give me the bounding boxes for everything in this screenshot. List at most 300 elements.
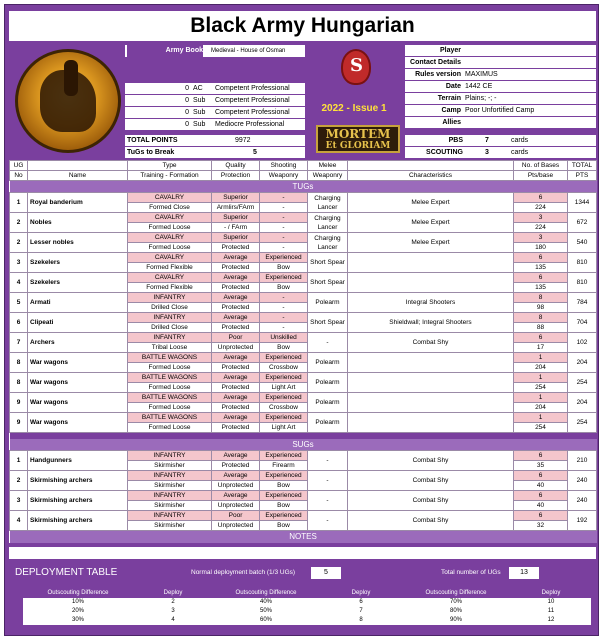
header-protection: Protection	[212, 171, 260, 181]
notes-box[interactable]	[9, 547, 596, 559]
unit-type: INFANTRY	[128, 333, 212, 343]
unit-protection: Protected	[212, 363, 260, 373]
deployment-row	[23, 607, 213, 616]
unit-weaponry: -	[260, 223, 308, 233]
unit-number: 3	[10, 491, 28, 511]
logo-line2: Et GLORIAM	[325, 141, 391, 151]
unit-training: Formed Loose	[128, 403, 212, 413]
unit-weaponry: Light Art	[260, 423, 308, 433]
unit-quality: Superior	[212, 193, 260, 203]
unit-total: 192	[568, 511, 597, 531]
unit-weaponry: Bow	[260, 521, 308, 531]
unit-name: Skirmishing archers	[28, 491, 128, 511]
unit-row[interactable]	[10, 213, 597, 223]
unit-number: 2	[10, 213, 28, 233]
unit-melee: Charging Lancer	[308, 213, 348, 233]
header-pts: PTS	[568, 171, 597, 181]
unit-melee: Polearm	[308, 293, 348, 313]
unit-melee: Short Spear	[308, 273, 348, 293]
unit-shooting: -	[260, 193, 308, 203]
deployment-row	[211, 616, 401, 625]
unit-type: CAVALRY	[128, 233, 212, 243]
unit-melee: -	[308, 511, 348, 531]
unit-total: 704	[568, 313, 597, 333]
table-header-row	[10, 171, 597, 181]
info-label: Allies	[442, 119, 461, 126]
info-row	[405, 69, 596, 80]
commander-quality: Mediocre Professional	[215, 121, 285, 128]
helmet-silhouette-icon	[40, 70, 96, 132]
unit-protection: Unprotected	[212, 501, 260, 511]
logo-line1: MORTEM	[325, 127, 391, 141]
header-training: Training - Formation	[128, 171, 212, 181]
unit-weaponry: -	[260, 243, 308, 253]
unit-weaponry: Bow	[260, 263, 308, 273]
deploy-value: 6	[321, 598, 401, 607]
unit-characteristics: Melee Expert	[348, 213, 514, 233]
unit-characteristics	[348, 413, 514, 433]
unit-bases: 6	[514, 491, 568, 501]
info-value[interactable]: MAXIMUS	[465, 71, 498, 78]
unit-type: CAVALRY	[128, 193, 212, 203]
unit-row[interactable]	[10, 413, 597, 423]
deployment-subtable	[23, 589, 213, 625]
unit-training: Drilled Close	[128, 303, 212, 313]
tugs-band-row	[10, 181, 597, 193]
deployment-batch-label: Normal deployment batch (1/3 UGs)	[191, 569, 296, 576]
header-total: TOTAL	[568, 161, 597, 171]
unit-weaponry: -	[260, 303, 308, 313]
unit-protection: Protected	[212, 263, 260, 273]
pbs-cards: cards	[511, 137, 529, 144]
pbs-value: 7	[485, 137, 489, 144]
unit-number: 2	[10, 233, 28, 253]
info-value[interactable]: Poor Unfortified Camp	[465, 107, 535, 114]
commander-count: 0	[185, 97, 189, 104]
deploy-value: 2	[133, 598, 213, 607]
unit-type: INFANTRY	[128, 491, 212, 501]
unit-row[interactable]	[10, 373, 597, 383]
unit-name: War wagons	[28, 393, 128, 413]
unit-training: Skirmisher	[128, 461, 212, 471]
unit-characteristics: Combat Shy	[348, 491, 514, 511]
unit-training: Formed Loose	[128, 243, 212, 253]
unit-name: Clipeati	[28, 313, 128, 333]
unit-shooting: Experienced	[260, 511, 308, 521]
deploy-header: Deploy	[163, 590, 183, 596]
deploy-value: 10	[511, 598, 591, 607]
unit-total: 102	[568, 333, 597, 353]
unit-protection: Protected	[212, 243, 260, 253]
unit-bases: 3	[514, 213, 568, 223]
unit-name: Skirmishing archers	[28, 511, 128, 531]
unit-shooting: Experienced	[260, 451, 308, 461]
unit-name: Szekelers	[28, 273, 128, 293]
unit-training: Formed Loose	[128, 223, 212, 233]
unit-melee: Charging Lancer	[308, 233, 348, 253]
unit-characteristics: Combat Shy	[348, 451, 514, 471]
unit-shooting: -	[260, 233, 308, 243]
unit-characteristics: Melee Expert	[348, 193, 514, 213]
header-no: No	[10, 171, 28, 181]
unit-melee: Polearm	[308, 353, 348, 373]
unit-pts-per-base: 224	[514, 223, 568, 233]
deployment-row	[401, 616, 591, 625]
unit-bases: 6	[514, 451, 568, 461]
unit-protection: Protected	[212, 303, 260, 313]
total-ugs-value: 13	[509, 567, 539, 579]
deployment-batch-value: 5	[311, 567, 341, 579]
info-row	[405, 93, 596, 104]
deploy-value: 8	[321, 616, 401, 625]
unit-characteristics	[348, 253, 514, 273]
scouting-value: 3	[485, 149, 489, 156]
unit-melee: -	[308, 471, 348, 491]
unit-quality: Poor	[212, 333, 260, 343]
unit-number: 7	[10, 333, 28, 353]
outscouting-value: 60%	[211, 616, 321, 625]
army-title: Black Army Hungarian	[9, 11, 596, 41]
deployment-title: DEPLOYMENT TABLE	[15, 567, 118, 578]
header-ug: UG	[10, 161, 28, 171]
unit-characteristics	[348, 353, 514, 373]
unit-protection: Protected	[212, 403, 260, 413]
outscouting-value: 30%	[23, 616, 133, 625]
outscouting-value: 20%	[23, 607, 133, 616]
sugs-band-row	[10, 439, 597, 451]
info-label: Camp	[441, 107, 461, 114]
header-bases: No. of Bases	[514, 161, 568, 171]
unit-type: INFANTRY	[128, 471, 212, 481]
commander-type: AC	[193, 85, 203, 92]
unit-protection: Protected	[212, 283, 260, 293]
unit-bases: 1	[514, 413, 568, 423]
tugs-break-value: 5	[253, 149, 257, 156]
unit-training: Drilled Close	[128, 323, 212, 333]
deploy-value: 12	[511, 616, 591, 625]
outscouting-value: 80%	[401, 607, 511, 616]
total-points-label: TOTAL POINTS	[127, 137, 178, 144]
header-type: Type	[128, 161, 212, 171]
unit-characteristics: Shieldwall; Integral Shooters	[348, 313, 514, 333]
deployment-header-row	[23, 589, 213, 598]
header-name	[28, 161, 128, 171]
unit-row[interactable]	[10, 233, 597, 243]
unit-training: Formed Flexible	[128, 263, 212, 273]
commander-row	[125, 107, 305, 118]
unit-row[interactable]	[10, 273, 597, 283]
info-row	[405, 105, 596, 116]
info-row	[405, 117, 596, 128]
unit-weaponry: Bow	[260, 481, 308, 491]
unit-row[interactable]	[10, 293, 597, 303]
deploy-value: 4	[133, 616, 213, 625]
unit-quality: Average	[212, 451, 260, 461]
unit-name: Skirmishing archers	[28, 471, 128, 491]
unit-bases: 6	[514, 471, 568, 481]
info-row	[405, 81, 596, 92]
unit-training: Formed Loose	[128, 363, 212, 373]
unit-training: Formed Close	[128, 203, 212, 213]
deploy-value: 7	[321, 607, 401, 616]
unit-name: Lesser nobles	[28, 233, 128, 253]
unit-melee: Polearm	[308, 393, 348, 413]
header-shooting: Shooting	[260, 161, 308, 171]
notes-band: NOTES	[10, 531, 597, 543]
unit-number: 4	[10, 511, 28, 531]
unit-weaponry: Crossbow	[260, 403, 308, 413]
commander-type: Sub	[193, 121, 206, 128]
scouting-row	[405, 147, 596, 158]
red-s-emblem-icon: S	[341, 49, 371, 85]
unit-weaponry: Bow	[260, 283, 308, 293]
unit-bases: 6	[514, 193, 568, 203]
unit-row[interactable]	[10, 353, 597, 363]
unit-characteristics: Melee Expert	[348, 233, 514, 253]
unit-row[interactable]	[10, 193, 597, 203]
info-value[interactable]	[465, 57, 595, 68]
unit-quality: Poor	[212, 511, 260, 521]
unit-total: 540	[568, 233, 597, 253]
unit-type: INFANTRY	[128, 511, 212, 521]
unit-total: 254	[568, 373, 597, 393]
unit-pts-per-base: 88	[514, 323, 568, 333]
info-label: Player	[439, 47, 461, 54]
unit-bases: 6	[514, 511, 568, 521]
unit-training: Formed Loose	[128, 383, 212, 393]
unit-row[interactable]	[10, 511, 597, 521]
unit-total: 1344	[568, 193, 597, 213]
commander-row	[125, 83, 305, 94]
commander-quality: Competent Professional	[215, 109, 290, 116]
unit-weaponry: Crossbow	[260, 363, 308, 373]
unit-characteristics: Integral Shooters	[348, 293, 514, 313]
unit-training: Skirmisher	[128, 501, 212, 511]
army-list-sheet	[4, 4, 599, 636]
deploy-header: Deploy	[541, 590, 561, 596]
unit-bases: 1	[514, 353, 568, 363]
outscouting-header: Outscouting Difference	[235, 590, 297, 596]
unit-protection: - / FArm	[212, 223, 260, 233]
unit-shooting: Unskilled	[260, 333, 308, 343]
unit-row[interactable]	[10, 451, 597, 461]
tugs-break-row	[125, 147, 305, 158]
unit-quality: Average	[212, 273, 260, 283]
unit-name: War wagons	[28, 373, 128, 393]
unit-quality: Average	[212, 413, 260, 423]
info-value[interactable]	[465, 117, 595, 128]
unit-pts-per-base: 204	[514, 403, 568, 413]
unit-shooting: Experienced	[260, 413, 308, 423]
unit-shooting: -	[260, 293, 308, 303]
unit-protection: Unprotected	[212, 481, 260, 491]
unit-number: 2	[10, 471, 28, 491]
unit-training: Formed Loose	[128, 423, 212, 433]
outscouting-value: 90%	[401, 616, 511, 625]
unit-pts-per-base: 17	[514, 343, 568, 353]
unit-characteristics: Combat Shy	[348, 333, 514, 353]
unit-training: Tribal Loose	[128, 343, 212, 353]
unit-pts-per-base: 204	[514, 363, 568, 373]
unit-pts-per-base: 254	[514, 423, 568, 433]
unit-total: 784	[568, 293, 597, 313]
unit-name: Archers	[28, 333, 128, 353]
total-points-value: 9972	[235, 137, 251, 144]
deployment-row	[23, 598, 213, 607]
info-label: Date	[445, 83, 461, 90]
deployment-row	[211, 607, 401, 616]
outscouting-value: 70%	[401, 598, 511, 607]
unit-total: 240	[568, 491, 597, 511]
outscouting-value: 40%	[211, 598, 321, 607]
commander-row	[125, 119, 305, 130]
unit-melee: -	[308, 491, 348, 511]
unit-quality: Average	[212, 373, 260, 383]
army-book-value: Medieval - House of Osman	[211, 48, 286, 54]
unit-shooting: Experienced	[260, 471, 308, 481]
unit-shooting: Experienced	[260, 273, 308, 283]
unit-type: INFANTRY	[128, 293, 212, 303]
info-label: Terrain	[437, 95, 461, 102]
unit-name: War wagons	[28, 413, 128, 433]
info-label: Rules version	[415, 71, 461, 78]
total-ugs-label: Total number of UGs	[441, 569, 501, 576]
commander-quality: Competent Professional	[215, 97, 290, 104]
unit-total: 204	[568, 353, 597, 373]
army-book-label: Army Book	[127, 45, 203, 57]
unit-row[interactable]	[10, 471, 597, 481]
unit-shooting: Experienced	[260, 373, 308, 383]
unit-weaponry: -	[260, 323, 308, 333]
unit-row[interactable]	[10, 333, 597, 343]
deployment-row	[23, 616, 213, 625]
unit-pts-per-base: 254	[514, 383, 568, 393]
unit-pts-per-base: 40	[514, 501, 568, 511]
unit-total: 254	[568, 413, 597, 433]
unit-type: BATTLE WAGONS	[128, 413, 212, 423]
deployment-subtable	[211, 589, 401, 625]
commander-count: 0	[185, 85, 189, 92]
deployment-subtable	[401, 589, 591, 625]
unit-row[interactable]	[10, 393, 597, 403]
info-value[interactable]: 1442 CE	[465, 83, 493, 90]
header-melee-weaponry: Weaponry	[308, 171, 348, 181]
deployment-header-row	[211, 589, 401, 598]
unit-total: 810	[568, 253, 597, 273]
unit-characteristics	[348, 393, 514, 413]
unit-shooting: Experienced	[260, 393, 308, 403]
header-weaponry: Weaponry	[260, 171, 308, 181]
unit-characteristics: Combat Shy	[348, 511, 514, 531]
unit-total: 204	[568, 393, 597, 413]
unit-row[interactable]	[10, 313, 597, 323]
mortem-et-gloriam-logo	[316, 125, 400, 153]
unit-melee: Polearm	[308, 413, 348, 433]
tugs-break-label: TuGs to Break	[127, 149, 175, 156]
unit-number: 1	[10, 193, 28, 213]
unit-type: INFANTRY	[128, 451, 212, 461]
scouting-label: SCOUTING	[426, 149, 463, 156]
header-melee: Melee	[308, 161, 348, 171]
issue-label: 2022 - Issue 1	[321, 103, 387, 114]
unit-characteristics	[348, 273, 514, 293]
outscouting-header: Outscouting Difference	[425, 590, 487, 596]
unit-protection: Protected	[212, 423, 260, 433]
deploy-header: Deploy	[351, 590, 371, 596]
unit-name: Nobles	[28, 213, 128, 233]
unit-bases: 6	[514, 273, 568, 283]
unit-number: 9	[10, 413, 28, 433]
unit-row[interactable]	[10, 253, 597, 263]
unit-total: 240	[568, 471, 597, 491]
unit-protection: Unprotected	[212, 343, 260, 353]
deployment-row	[401, 607, 591, 616]
unit-name: War wagons	[28, 353, 128, 373]
spartan-helmet-logo-icon	[15, 49, 121, 153]
deploy-value: 3	[133, 607, 213, 616]
unit-shooting: Experienced	[260, 253, 308, 263]
unit-total: 810	[568, 273, 597, 293]
army-book-row	[125, 45, 305, 57]
unit-type: INFANTRY	[128, 313, 212, 323]
unit-pts-per-base: 180	[514, 243, 568, 253]
unit-name: Royal banderium	[28, 193, 128, 213]
info-label: Contact Details	[410, 59, 461, 66]
commander-count: 0	[185, 109, 189, 116]
commander-type: Sub	[193, 97, 206, 104]
unit-quality: Average	[212, 293, 260, 303]
commander-quality: Competent Professional	[215, 85, 290, 92]
unit-name: Armati	[28, 293, 128, 313]
unit-pts-per-base: 32	[514, 521, 568, 531]
unit-weaponry: -	[260, 203, 308, 213]
unit-quality: Average	[212, 471, 260, 481]
unit-number: 1	[10, 451, 28, 471]
scouting-cards: cards	[511, 149, 529, 156]
unit-type: BATTLE WAGONS	[128, 353, 212, 363]
info-value[interactable]	[465, 45, 595, 56]
unit-quality: Average	[212, 491, 260, 501]
unit-type: BATTLE WAGONS	[128, 373, 212, 383]
unit-pts-per-base: 98	[514, 303, 568, 313]
info-row	[405, 57, 596, 68]
info-value[interactable]: Plains; -; -	[465, 95, 497, 102]
unit-number: 8	[10, 373, 28, 393]
unit-quality: Superior	[212, 233, 260, 243]
unit-bases: 6	[514, 253, 568, 263]
unit-row[interactable]	[10, 491, 597, 501]
unit-number: 4	[10, 273, 28, 293]
unit-protection: Protected	[212, 461, 260, 471]
unit-bases: 8	[514, 293, 568, 303]
unit-melee: Short Spear	[308, 253, 348, 273]
unit-characteristics	[348, 373, 514, 393]
unit-weaponry: Firearm	[260, 461, 308, 471]
unit-training: Skirmisher	[128, 481, 212, 491]
unit-bases: 1	[514, 373, 568, 383]
unit-name: Handgunners	[28, 451, 128, 471]
unit-total: 210	[568, 451, 597, 471]
header-name: Name	[28, 171, 128, 181]
unit-protection: Protected	[212, 323, 260, 333]
deployment-header-row	[401, 589, 591, 598]
unit-quality: Superior	[212, 213, 260, 223]
unit-weaponry: Light Art	[260, 383, 308, 393]
unit-pts-per-base: 40	[514, 481, 568, 491]
unit-melee: Polearm	[308, 373, 348, 393]
pbs-row	[405, 135, 596, 146]
deploy-value: 11	[511, 607, 591, 616]
